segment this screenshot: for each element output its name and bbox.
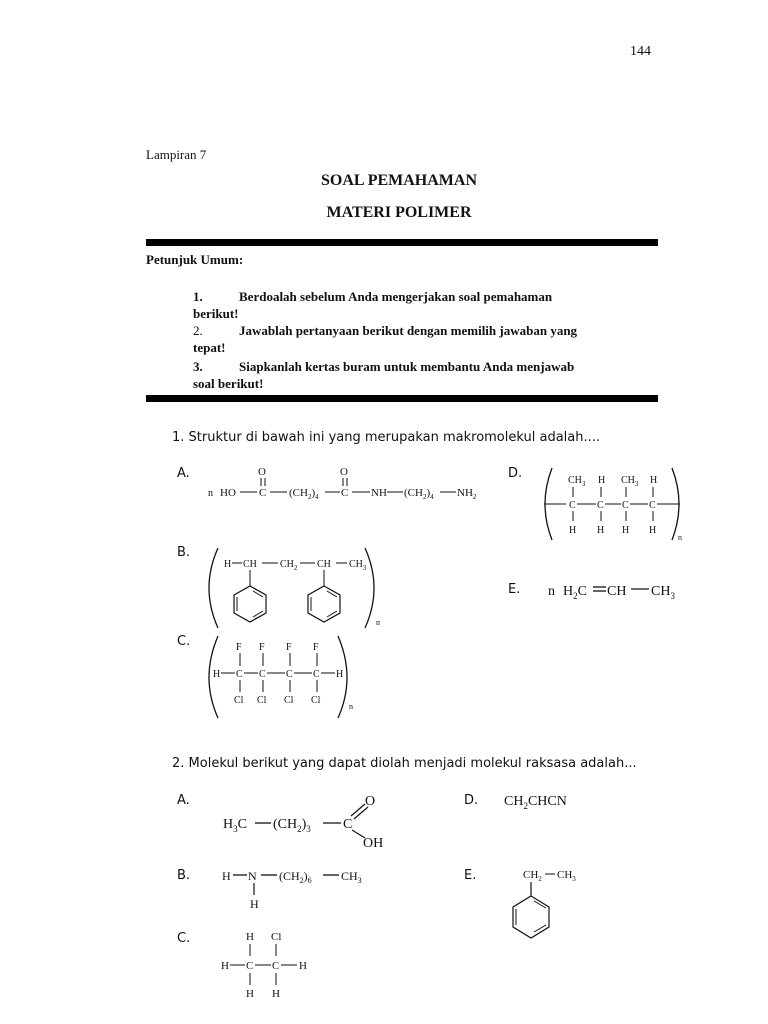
subscript: 2	[307, 493, 312, 501]
subscript: 2	[297, 824, 302, 834]
atom: F	[236, 642, 242, 653]
atom: CH	[568, 475, 582, 486]
atom: C	[286, 669, 293, 680]
page-subtitle: MATERI POLIMER	[326, 204, 472, 221]
top-divider	[146, 239, 658, 246]
q1-option-b-label: B.	[177, 545, 191, 560]
q1-option-a-label: A.	[177, 466, 190, 481]
atom: H	[222, 869, 231, 883]
svg-text:CH3	[621, 475, 639, 488]
atom: H	[336, 669, 344, 680]
atom: C	[237, 817, 247, 832]
repeat-n: n	[208, 488, 213, 499]
q1-option-e-structure	[540, 574, 700, 604]
atom: CH	[504, 794, 524, 809]
atom: NH	[371, 487, 387, 499]
subscript: 4	[430, 493, 434, 501]
atom: CH	[621, 475, 635, 486]
page-number: 144	[630, 44, 651, 59]
atom: H	[246, 931, 254, 943]
svg-text:H3C	[223, 817, 247, 834]
atom: C	[341, 487, 349, 499]
svg-text:NH2	[457, 487, 477, 501]
atom: H	[563, 584, 574, 599]
q1-option-d-label: D.	[508, 466, 523, 481]
atom: O	[340, 466, 348, 478]
atom: O	[365, 794, 376, 809]
atom: H	[223, 817, 234, 832]
atom: H	[272, 988, 280, 1000]
atom: C	[236, 669, 243, 680]
subscript: 3	[362, 564, 367, 572]
subscript: 3	[572, 875, 576, 883]
atom: H	[250, 897, 259, 911]
atom: F	[286, 642, 292, 653]
instruction-text: Berdoalah sebelum Anda mengerjakan soal pemahaman	[239, 289, 553, 304]
repeat-n: n	[548, 584, 555, 599]
question-2-text: 2. Molekul berikut yang dapat diolah menjadi molekul raksasa adalah...	[172, 756, 637, 771]
svg-text:CH2	[280, 559, 298, 572]
q2-option-b-structure	[215, 862, 385, 912]
atom: CHCN	[527, 794, 567, 809]
atom: C	[272, 960, 280, 972]
q2-option-a-structure	[215, 788, 405, 852]
atom: CH	[243, 559, 257, 570]
atom: )	[311, 487, 316, 499]
subscript: 3	[634, 480, 639, 488]
q2-option-e-structure	[495, 862, 595, 946]
atom: Cl	[271, 931, 282, 943]
subscript: 2	[299, 876, 304, 885]
atom: C	[246, 960, 254, 972]
subscript: 2	[538, 875, 542, 883]
q2-option-e-label: E.	[464, 868, 477, 883]
instruction-text-cont: soal berikut!	[193, 376, 264, 391]
subscript: 3	[581, 480, 586, 488]
atom: H	[649, 525, 657, 536]
subscript: 2	[422, 493, 427, 501]
atom: C	[259, 669, 266, 680]
atom: HO	[220, 487, 236, 499]
repeat-n: n	[376, 618, 380, 627]
atom: C	[577, 584, 587, 599]
q1-option-e-label: E.	[508, 582, 521, 597]
q2-option-d-structure	[500, 788, 600, 812]
instruction-item	[193, 322, 653, 356]
subscript: 3	[233, 824, 238, 834]
atom: F	[313, 642, 319, 653]
q2-option-c-label: C.	[177, 931, 191, 946]
atom: Cl	[311, 695, 321, 706]
svg-text:H2C	[563, 584, 587, 601]
q2-option-b-label: B.	[177, 868, 191, 883]
atom: (CH	[273, 817, 298, 832]
instruction-number: 1.	[193, 289, 203, 304]
atom: C	[622, 500, 629, 511]
svg-text:CH2	[523, 869, 542, 883]
atom: OH	[363, 836, 384, 851]
atom: )	[426, 487, 431, 499]
atom: F	[259, 642, 265, 653]
atom: CH	[557, 869, 573, 881]
atom: Cl	[284, 695, 294, 706]
atom: (CH	[279, 869, 300, 883]
svg-text:CH3	[557, 869, 576, 883]
atom: Cl	[234, 695, 244, 706]
question-1-text: 1. Struktur di bawah ini yang merupakan makromolekul adalah....	[172, 430, 601, 445]
atom: Cl	[257, 695, 267, 706]
atom: C	[259, 487, 267, 499]
atom: H	[299, 960, 307, 972]
atom: C	[313, 669, 320, 680]
q1-option-c-structure	[200, 632, 370, 722]
atom: CH	[280, 559, 294, 570]
atom: CH	[607, 584, 627, 599]
instruction-text-cont: berikut!	[193, 306, 239, 321]
repeat-n: n	[349, 702, 353, 711]
instruction-text: Jawablah pertanyaan berikut dengan memilih jawaban yang	[239, 323, 578, 338]
atom: C	[569, 500, 576, 511]
atom: (CH	[289, 487, 308, 499]
svg-text:CH3	[349, 559, 367, 572]
atom: )	[301, 817, 307, 832]
q1-option-a-structure	[200, 462, 490, 506]
svg-text:(CH2)6	[279, 869, 312, 885]
subscript: 6	[307, 876, 312, 885]
atom: H	[598, 475, 606, 486]
atom: H	[213, 669, 221, 680]
subscript: 4	[315, 493, 319, 501]
instruction-number: 3.	[193, 359, 203, 374]
instruction-text-cont: tepat!	[193, 340, 226, 355]
q1-option-c-label: C.	[177, 634, 191, 649]
svg-text:(CH2)4	[289, 487, 319, 501]
appendix-label: Lampiran 7	[146, 147, 207, 162]
instruction-item	[193, 358, 653, 392]
atom: O	[258, 466, 266, 478]
atom: H	[224, 559, 232, 570]
q1-option-d-structure	[540, 462, 690, 546]
atom: H	[246, 988, 254, 1000]
subscript: 3	[357, 876, 362, 885]
atom: C	[649, 500, 656, 511]
atom: (CH	[404, 487, 423, 499]
q2-option-c-structure	[215, 926, 325, 1002]
atom: CH	[523, 869, 539, 881]
page-title: SOAL PEMAHAMAN	[321, 172, 477, 189]
atom: C	[597, 500, 604, 511]
atom: C	[343, 817, 353, 832]
svg-text:CH3	[568, 475, 586, 488]
repeat-n: n	[678, 533, 682, 542]
q2-option-d-label: D.	[464, 793, 479, 808]
atom: H	[569, 525, 577, 536]
atom: NH	[457, 487, 473, 499]
atom: CH	[349, 559, 363, 570]
atom: H	[221, 960, 229, 972]
atom: CH	[317, 559, 331, 570]
atom: H	[650, 475, 658, 486]
instruction-text: Siapkanlah kertas buram untuk membantu Anda menjawab	[239, 359, 575, 374]
subscript: 2	[472, 493, 477, 501]
atom: N	[248, 869, 257, 883]
subscript: 2	[573, 591, 578, 601]
svg-text:(CH2)4	[404, 487, 434, 501]
instructions-heading: Petunjuk Umum:	[146, 252, 244, 267]
atom: )	[303, 869, 308, 883]
atom: H	[622, 525, 630, 536]
bottom-divider	[146, 395, 658, 402]
svg-text:(CH2)3	[273, 817, 311, 834]
q1-option-b-structure	[200, 542, 400, 632]
atom: CH	[341, 869, 358, 883]
subscript: 3	[306, 824, 311, 834]
instruction-number: 2.	[193, 323, 203, 338]
atom: CH	[651, 584, 671, 599]
atom: H	[597, 525, 605, 536]
subscript: 3	[670, 591, 675, 601]
svg-text:CH2CHCN	[504, 794, 567, 811]
q2-option-a-label: A.	[177, 793, 190, 808]
svg-text:CH3	[341, 869, 362, 885]
subscript: 2	[523, 801, 528, 811]
svg-text:CH3	[651, 584, 675, 601]
subscript: 2	[293, 564, 298, 572]
instruction-item	[193, 288, 653, 322]
